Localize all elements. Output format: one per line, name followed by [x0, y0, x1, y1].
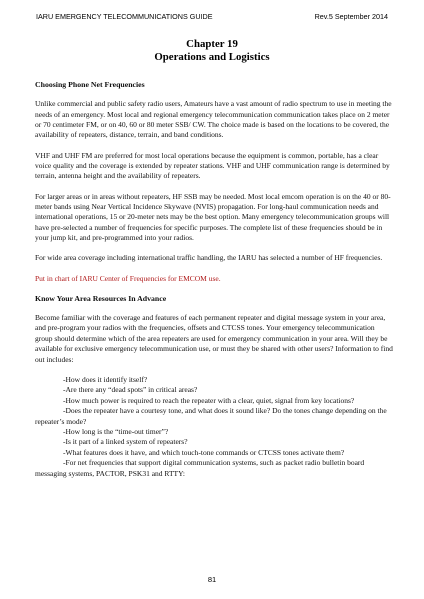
section-heading-phone-net: Choosing Phone Net Frequencies: [35, 80, 145, 89]
list-item: -How much power is required to reach the repeater with a clear, quiet, signal from key locations?: [63, 395, 355, 405]
page-number: 81: [207, 575, 217, 584]
document-body: [35, 80, 393, 479]
editor-note: Put in chart of IARU Center of Frequencies for EMCOM use.: [35, 273, 221, 283]
chapter-name: Operations and Logistics: [154, 50, 270, 63]
list-item: -Are there any “dead spots” in critical areas?: [63, 385, 198, 395]
running-header: [36, 12, 388, 24]
list-item: -How long is the “time-out timer”?: [63, 426, 169, 436]
paragraph-repeaters: Become familiar with the coverage and features of each permanent repeater and digital message system in your area, and pre-program your radios with the frequencies, offsets and CTCSS tones. Your emergency telecommunication group should determine which of the area repeaters are used for emergency communication in your area. Will they be available for exclusive emergency telecommunication use, or must they be shared with other users? Information to find out includes:: [35, 313, 393, 364]
section-heading-area-resources: Know Your Area Resources In Advance: [35, 293, 167, 303]
header-revision: Rev.5 September 2014: [314, 12, 388, 21]
list-item: -For net frequencies that support digital communication systems, such as packet radio bulletin board messaging systems, PACTOR, PSK31 and RTTY:: [35, 458, 365, 478]
paragraph-vhf-uhf: VHF and UHF FM are preferred for most local operations because the equipment is common, portable, has a clear voice quality and the coverage is extended by repeater stations. VHF and UHF communication range is determined by terrain, antenna height and the availability of repeaters.: [35, 150, 390, 181]
paragraph-hf-ssb: For larger areas or in areas without repeaters, HF SSB may be needed. Most local emcom operation is on the 40 or 80-meter bands using Near Vertical Incidence Skywave (NVIS) propagation. For long-haul communication needs and international operations, 15 or 20-meter nets may be the best option. Many emergency telecommunication groups will have pre-selected a number of frequencies for specific purposes. The complete list of these frequencies should be in your jump kit, and pre-programmed into your radios.: [35, 191, 391, 243]
list-item: -Is it part of a linked system of repeaters?: [63, 437, 188, 447]
list-item: -Does the repeater have a courtesy tone, and what does it sound like? Do the tones change depending on the repeater’s mode?: [35, 406, 387, 426]
list-item: -What features does it have, and which touch-tone commands or CTCSS tones activate them?: [63, 447, 345, 457]
repeater-questions-list: [35, 375, 393, 479]
chapter-title-block: [0, 38, 424, 63]
chapter-number: Chapter 19: [186, 38, 238, 50]
paragraph-iaru-hf: For wide area coverage including international traffic handling, the IARU has selected a number of HF frequencies.: [35, 253, 383, 263]
header-title: IARU EMERGENCY TELECOMMUNICATIONS GUIDE: [36, 12, 213, 21]
paragraph-spectrum: Unlike commercial and public safety radio users, Amateurs have a vast amount of radio spectrum to use in meeting the needs of an emergency. Most local and regional emergency telecommunication communication takes place on 2 meter or 70 centimeter FM, or on 40, 60 or 80 meter SSB/ CW. The choice made is based on the locations to be covered, the availability of repeaters, distance, terrain, and band conditions.: [35, 99, 392, 140]
list-item: -How does it identify itself?: [63, 374, 148, 384]
